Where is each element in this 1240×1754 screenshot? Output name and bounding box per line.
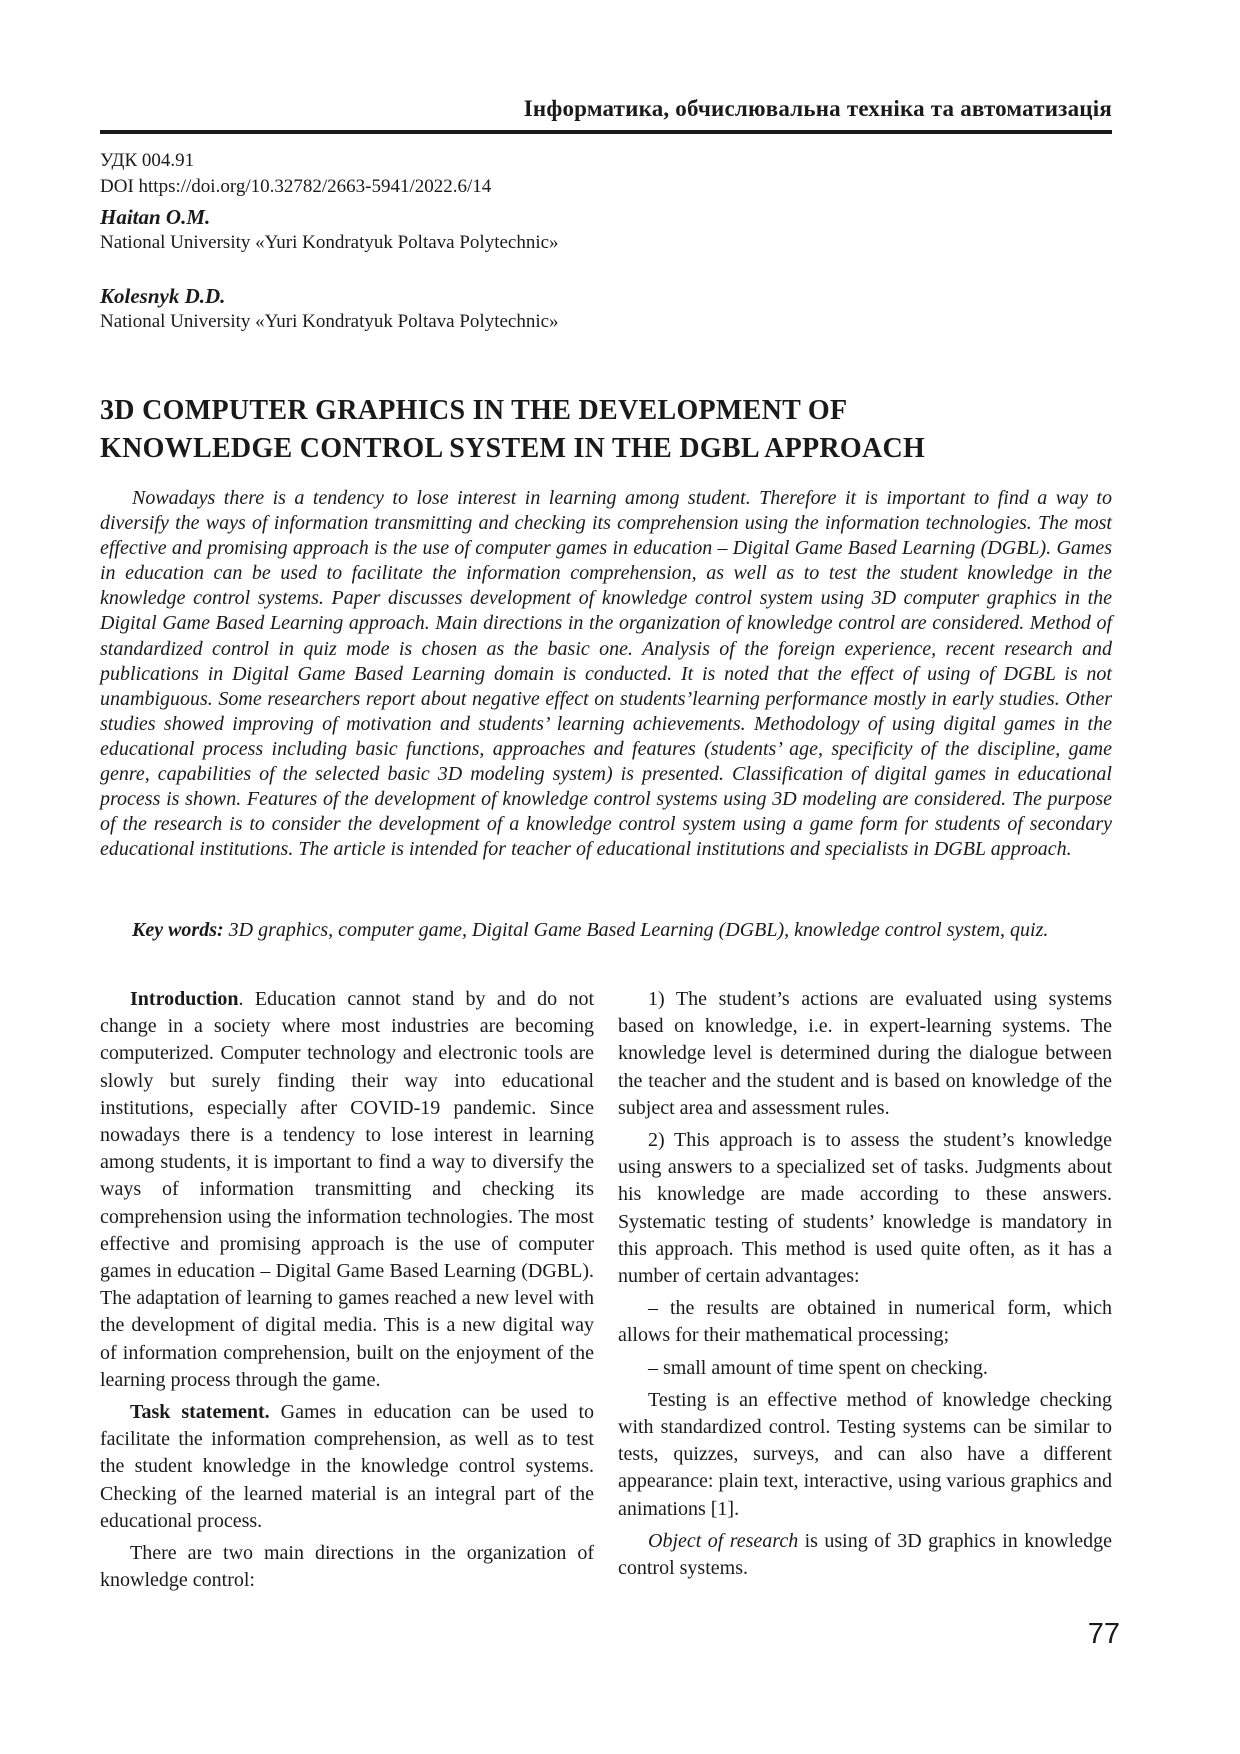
author-affiliation: National University «Yuri Kondratyuk Poltava Polytechnic»	[100, 232, 559, 253]
page-number: 77	[1087, 1618, 1120, 1650]
keywords-label: Key words:	[132, 919, 224, 941]
title-line-2: KNOWLEDGE CONTROL SYSTEM IN THE DGBL APPROACH	[100, 433, 926, 464]
advantage-1: – the results are obtained in numerical form, which allows for their mathematical processing;	[618, 1297, 1112, 1347]
udc-code: УДК 004.91	[100, 150, 195, 171]
article-meta	[100, 148, 491, 200]
keywords-text: 3D graphics, computer game, Digital Game Based Learning (DGBL), knowledge control system, quiz.	[223, 919, 1049, 941]
introduction-paragraph	[100, 986, 594, 1394]
object-of-research-text: is using of 3D graphics in knowledge control systems.	[618, 1529, 1112, 1580]
directions-paragraph: There are two main directions in the organization of knowledge control:	[100, 1542, 594, 1592]
abstract: Nowadays there is a tendency to lose interest in learning among student. Therefore it is important to find a way to diversify the ways of information transmitting and checking its comprehension using the information technologies. The most effective and promising approach is the use of computer games in education – Digital Game Based Learning (DGBL). Games in education can be used to facilitate the information comprehension, as well as to test the student knowledge in the knowledge control systems. Paper discusses development of knowledge control system using 3D computer graphics in the Digital Game Based Learning approach. Main directions in the organization of knowledge control are considered. Method of standardized control in quiz mode is chosen as the basic one. Analysis of the foreign experience, recent research and publications in Digital Game Based Learning domain is conducted. It is noted that the effect of using of DGBL is not unambiguous. Some researchers report about negative effect on students’learning performance mostly in early studies. Other studies showed improving of motivation and students’ learning achievements. Methodology of using digital games in the educational process including basic functions, approaches and features (students’ age, specificity of the discipline, game genre, capabilities of the selected basic 3D modeling system) is presented. Classification of digital games in educational process is shown. Features of the development of knowledge control systems using 3D modeling are considered. The purpose of the research is to consider the development of a knowledge control system using a game form for students of secondary educational institutions. The article is intended for teacher of educational institutions and specialists in DGBL approach.	[100, 487, 1112, 861]
keywords	[100, 918, 1112, 943]
direction-item-1: 1) The student’s actions are evaluated using systems based on knowledge, i.e. in expert-learning systems. The knowledge level is determined during the dialogue between the teacher and the student and is based on knowledge of the subject area and assessment rules.	[618, 988, 1112, 1119]
task-statement-text: Games in education can be used to facilitate the information comprehension, as well as to test the student knowledge in the knowledge control systems. Checking of the learned material is an integral part of the educational process.	[100, 1401, 595, 1532]
advantage-2: – small amount of time spent on checking.	[648, 1356, 988, 1379]
direction-item-2: 2) This approach is to assess the student’s knowledge using answers to a specialized set of tasks. Judgments about his knowledge are made according to these answers. Systematic testing of students’ knowledge is mandatory in this approach. This method is used quite often, as it has a number of certain advantages:	[618, 1129, 1112, 1288]
object-of-research-paragraph	[618, 1528, 1112, 1582]
author-name: Kolesnyk D.D.	[100, 284, 226, 308]
author-name: Haitan O.M.	[100, 205, 211, 229]
introduction-label: Introduction	[130, 988, 239, 1010]
body-column-left	[100, 986, 594, 1599]
header-rule	[100, 130, 1112, 134]
article-title	[100, 392, 1112, 468]
object-of-research-label: Object of research	[648, 1529, 799, 1552]
doi-line: DOI https://doi.org/10.32782/2663-5941/2022.6/14	[100, 176, 492, 197]
author-affiliation: National University «Yuri Kondratyuk Poltava Polytechnic»	[100, 311, 559, 332]
body-column-right	[618, 986, 1112, 1587]
author-block-2	[100, 283, 559, 335]
title-line-1: 3D COMPUTER GRAPHICS IN THE DEVELOPMENT OF	[100, 395, 848, 426]
author-block-1	[100, 204, 559, 256]
journal-section-header: Інформатика, обчислювальна техніка та автоматизація	[523, 96, 1112, 121]
task-statement-paragraph	[100, 1399, 594, 1535]
introduction-text: . Education cannot stand by and do not change in a society where most industries are becoming computerized. Computer technology and electronic tools are slowly but surely finding their way into educational institutions, especially after COVID-19 pandemic. Since nowadays there is a tendency to lose interest in learning among students, it is important to find a way to diversify the ways of information transmitting and checking its comprehension using the information technologies. The most effective and promising approach is the use of computer games in education – Digital Game Based Learning (DGBL). The adaptation of learning to games reached a new level with the development of digital media. This is a new digital way of information comprehension, built on the enjoyment of the learning process through the game.	[100, 988, 594, 1391]
testing-paragraph: Testing is an effective method of knowledge checking with standardized control. Testing systems can be similar to tests, quizzes, surveys, and can also have a different appearance: plain text, interactive, using various graphics and animations [1].	[618, 1388, 1112, 1520]
task-statement-label: Task statement.	[130, 1401, 270, 1424]
